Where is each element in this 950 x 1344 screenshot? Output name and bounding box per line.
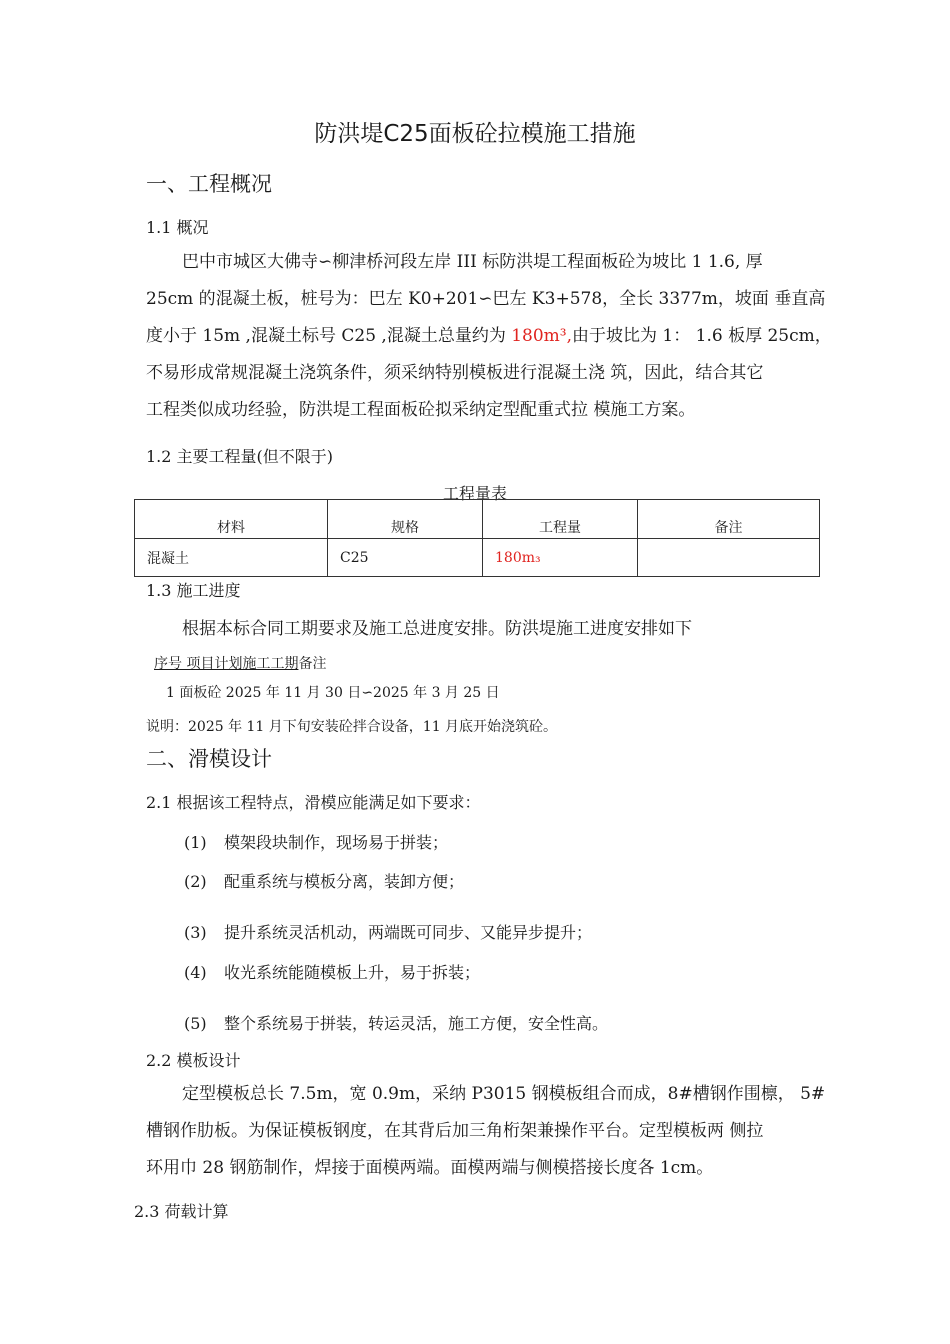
subsection-2-1-heading: 2.1 根据该工程特点，滑模应能满足如下要求： xyxy=(146,793,481,812)
section-1-heading: 一、工程概况 xyxy=(146,172,272,196)
table-header-row xyxy=(135,500,820,539)
list-item-number: (2) xyxy=(184,872,207,891)
paragraph-line xyxy=(146,318,832,355)
paragraph-line-end: 由于坡比为 1： 1.6 板厚 25cm， xyxy=(572,326,832,346)
subsection-1-2-heading: 1.2 主要工程量(但不限于) xyxy=(146,447,334,466)
paragraph-line-start: 度小于 15m ,混凝土标号 C25 ,混凝土总量约为 xyxy=(146,326,512,346)
column-header: 材料 xyxy=(135,500,328,539)
table-row xyxy=(135,539,820,577)
list-item xyxy=(184,830,448,853)
subsection-2-2-heading: 2.2 模板设计 xyxy=(146,1051,241,1070)
list-item xyxy=(184,1011,608,1034)
table-cell: 180m₃ xyxy=(483,539,638,577)
schedule-header xyxy=(154,653,326,673)
schedule-header-columns: 序号 项目计划施工工期 xyxy=(154,656,299,672)
list-item-text: 配重系统与模板分离，装卸方便； xyxy=(224,872,465,891)
list-item-number: (5) xyxy=(184,1014,207,1033)
column-header: 工程量 xyxy=(483,500,638,539)
subsection-2-3-heading: 2.3 荷载计算 xyxy=(134,1202,229,1221)
paragraph-line: 不易形成常规混凝土浇筑条件，须采纳特别模板进行混凝土浇 筑，因此，结合其它 xyxy=(146,363,764,383)
paragraph-line: 槽钢作肋板。为保证模板钢度，在其背后加三角桁架兼操作平台。定型模板两 侧拉 xyxy=(146,1121,764,1141)
quantity-table xyxy=(134,499,820,577)
list-item xyxy=(184,869,464,892)
schedule-row: 1 面板砼 2025 年 11 月 30 日∽2025 年 3 月 25 日 xyxy=(166,685,500,701)
subsection-1-3-heading: 1.3 施工进度 xyxy=(146,581,241,600)
subsection-1-1-heading: 1.1 概况 xyxy=(146,218,209,237)
paragraph-line: 工程类似成功经验，防洪堤工程面板砼拟采纳定型配重式拉 模施工方案。 xyxy=(146,400,696,420)
schedule-note: 说明：2025 年 11 月下旬安装砼拌合设备，11 月底开始浇筑砼。 xyxy=(146,719,558,735)
list-item-text: 模架段块制作，现场易于拼装； xyxy=(224,833,449,852)
concrete-volume: 180m³, xyxy=(511,326,573,346)
list-item-text: 收光系统能随模板上升，易于拆装； xyxy=(224,963,481,982)
template-design-paragraph xyxy=(146,1076,826,1187)
table-cell xyxy=(638,539,820,577)
paragraph-line: 定型模板总长 7.5m，宽 0.9m，采纳 P3015 钢模板组合而成，8#槽钢作围檩， 5# xyxy=(182,1084,826,1104)
table-caption: 工程量表 xyxy=(442,484,507,503)
list-item-number: (3) xyxy=(184,923,207,942)
column-header: 备注 xyxy=(638,500,820,539)
paragraph-line: 环用巾 28 钢筋制作，焊接于面模两端。面模两端与侧模搭接长度各 1cm。 xyxy=(146,1158,714,1178)
page-title: 防洪堤C25面板砼拉模施工措施 xyxy=(314,121,636,147)
list-item xyxy=(184,960,480,983)
list-item xyxy=(184,920,592,943)
list-item-number: (4) xyxy=(184,963,207,982)
table-cell: C25 xyxy=(328,539,483,577)
paragraph-line: 25cm 的混凝土板，桩号为：巴左 K0+201∽巴左 K3+578，全长 3377m，坡面 垂直高 xyxy=(146,289,826,309)
list-item-number: (1) xyxy=(184,833,207,852)
column-header: 规格 xyxy=(328,500,483,539)
overview-paragraph xyxy=(146,244,832,429)
schedule-header-note: 备注 xyxy=(298,656,327,672)
list-item-text: 整个系统易于拼装，转运灵活，施工方便，安全性高。 xyxy=(224,1014,609,1033)
paragraph-line: 巴中市城区大佛寺∽柳津桥河段左岸 III 标防洪堤工程面板砼为坡比 1 1.6, 厚 xyxy=(182,252,763,272)
table-cell: 混凝土 xyxy=(135,539,328,577)
section-2-heading: 二、滑模设计 xyxy=(146,747,272,771)
list-item-text: 提升系统灵活机动，两端既可同步、又能异步提升； xyxy=(224,923,593,942)
schedule-intro: 根据本标合同工期要求及施工总进度安排。防洪堤施工进度安排如下 xyxy=(182,619,692,639)
